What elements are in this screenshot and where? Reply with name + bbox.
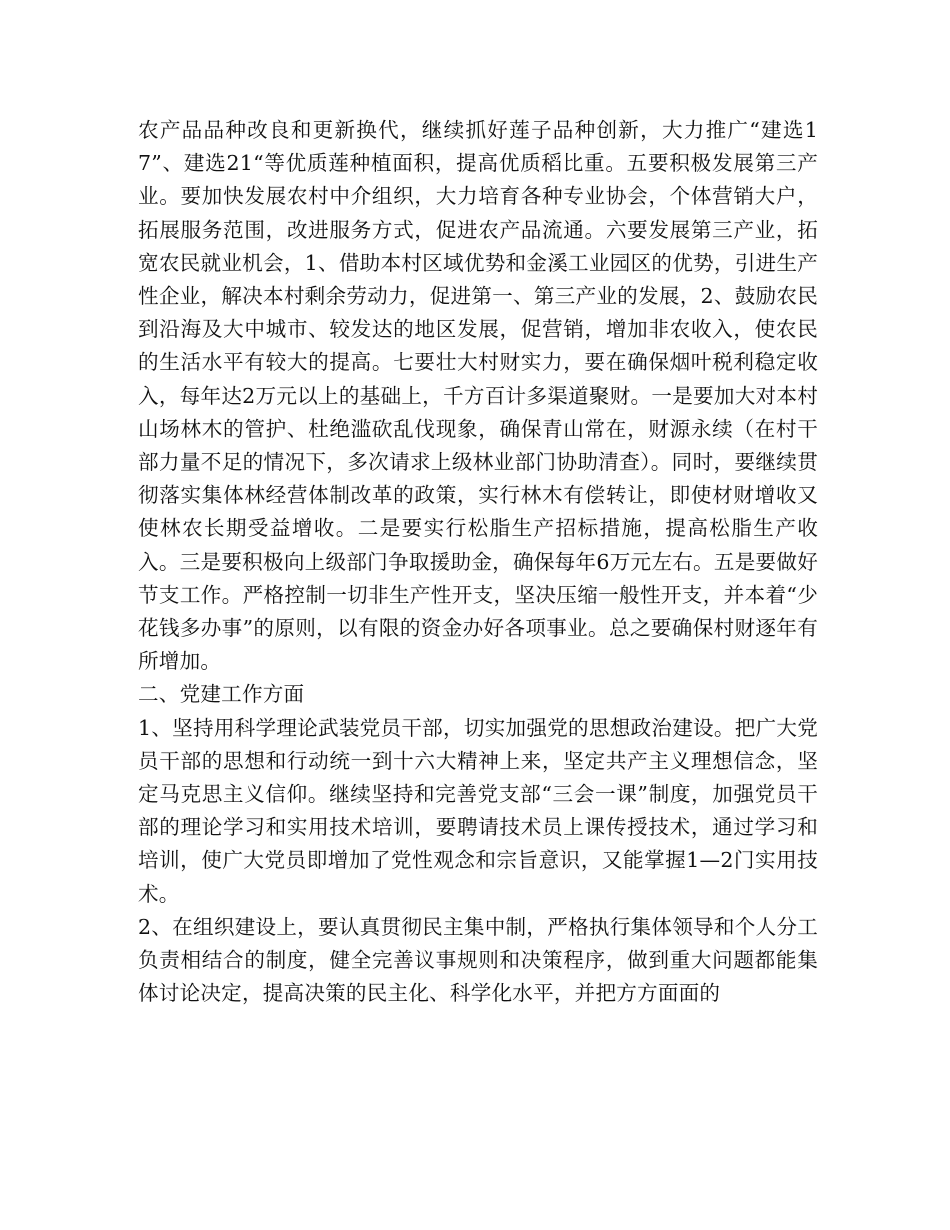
paragraph-rural-development: 农产品品种改良和更新换代，继续抓好莲子品种创新，大力推广“建选17”、建选21“等优质莲种植面积，提高优质稻比重。五要积极发展第三产业。要加快发展农村中介组织，大力培育各种专业协会，个体营销大户，拓展服务范围，改进服务方式，促进农产品流通。六要发展第三产业，拓宽农民就业机会，1、借助本村区域优势和金溪工业园区的优势，引进生产性企业，解决本村剩余劳动力，促进第一、第三产业的发展，2、鼓励农民到沿海及大中城市、较发达的地区发展，促营销，增加非农收入，使农民的生活水平有较大的提高。七要壮大村财实力，要在确保烟叶税利稳定收入，每年达2万元以上的基础上，千方百计多渠道聚财。一是要加大对本村山场林木的管护、杜绝滥砍乱伐现象，确保青山常在，财源永续（在村干部力量不足的情况下，多次请求上级林业部门协助清查）。同时，要继续贯彻落实集体林经营体制改革的政策，实行林木有偿转让，即使材财增收又使林农长期受益增收。二是要实行松脂生产招标措施，提高松脂生产收入。三是要积极向上级部门争取援助金，确保每年6万元左右。五是要做好节支工作。严格控制一切非生产性开支，坚决压缩一般性开支，并本着“少花钱多办事”的原则，以有限的资金办好各项事业。总之要确保村财逐年有所增加。 (138, 118, 818, 674)
section-heading-party-building: 二、党建工作方面 (138, 682, 305, 707)
document-page (138, 114, 818, 1010)
paragraph-organization-building: 2、在组织建设上，要认真贯彻民主集中制，严格执行集体领导和个人分工负责相结合的制度，健全完善议事规则和决策程序，做到重大问题都能集体讨论决定，提高决策的民主化、科学化水平，并把方方面面的 (138, 914, 818, 1006)
paragraph-theory-study: 1、坚持用科学理论武装党员干部，切实加强党的思想政治建设。把广大党员干部的思想和行动统一到十六大精神上来，坚定共产主义理想信念，坚定马克思主义信仰。继续坚持和完善党支部“三会一课”制度，加强党员干部的理论学习和实用技术培训，要聘请技术员上课传授技术，通过学习和培训，使广大党员即增加了党性观念和宗旨意识，又能掌握1—2门实用技术。 (138, 715, 818, 906)
